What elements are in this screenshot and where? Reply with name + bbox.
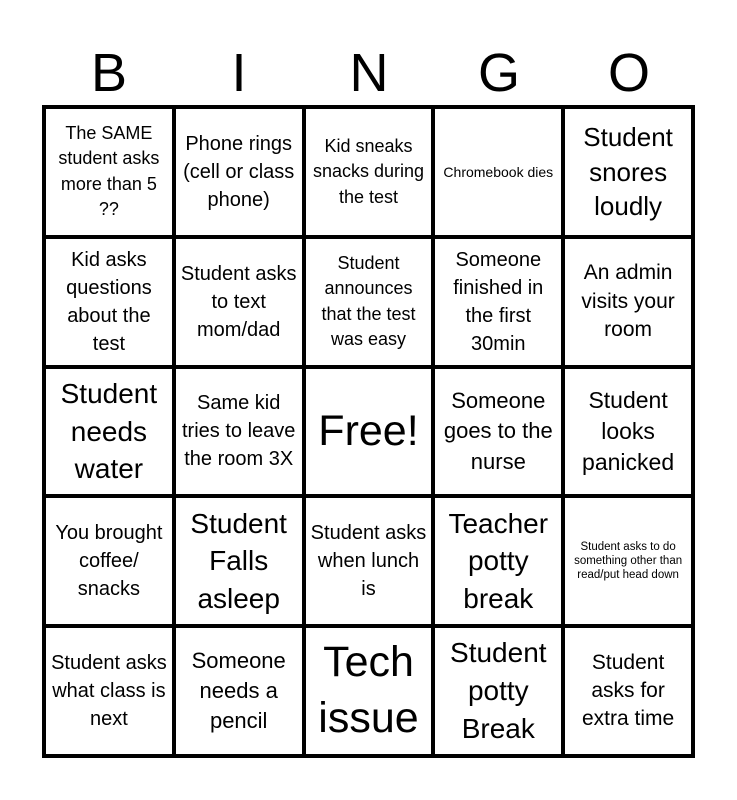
bingo-cell-r1c4[interactable]: Chromebook dies — [433, 107, 563, 237]
header-letter-n: N — [349, 43, 389, 103]
bingo-cell-r4c5[interactable]: Student asks to do something other than read/put head down — [563, 496, 693, 626]
bingo-board — [42, 105, 695, 758]
header-letter-i: I — [231, 43, 247, 103]
header-letter-b: B — [90, 43, 128, 103]
bingo-cell-r1c3[interactable]: Kid sneaks snacks during the test — [304, 107, 434, 237]
header-letter-g: G — [477, 43, 520, 103]
bingo-cell-r4c1[interactable]: You brought coffee/ snacks — [44, 496, 174, 626]
bingo-cell-r2c4[interactable]: Someone finished in the first 30min — [433, 237, 563, 367]
bingo-cell-r4c3[interactable]: Student asks when lunch is — [304, 496, 434, 626]
bingo-cell-r2c5[interactable]: An admin visits your room — [563, 237, 693, 367]
bingo-cell-r4c4[interactable]: Teacher potty break — [433, 496, 563, 626]
bingo-cell-r2c2[interactable]: Student asks to text mom/dad — [174, 237, 304, 367]
bingo-cell-r3c5[interactable]: Student looks panicked — [563, 367, 693, 497]
bingo-cell-r3c1[interactable]: Student needs water — [44, 367, 174, 497]
bingo-cell-r2c1[interactable]: Kid asks questions about the test — [44, 237, 174, 367]
bingo-cell-r2c3[interactable]: Student announces that the test was easy — [304, 237, 434, 367]
bingo-cell-r1c2[interactable]: Phone rings (cell or class phone) — [174, 107, 304, 237]
bingo-cell-r1c5[interactable]: Student snores loudly — [563, 107, 693, 237]
bingo-cell-r5c1[interactable]: Student asks what class is next — [44, 626, 174, 756]
bingo-cell-r3c4[interactable]: Someone goes to the nurse — [433, 367, 563, 497]
bingo-cell-r5c3[interactable]: Tech issue — [304, 626, 434, 756]
bingo-cell-r3c2[interactable]: Same kid tries to leave the room 3X — [174, 367, 304, 497]
bingo-cell-r4c2[interactable]: Student Falls asleep — [174, 496, 304, 626]
header-letter-o: O — [607, 43, 650, 103]
bingo-cell-r5c2[interactable]: Someone needs a pencil — [174, 626, 304, 756]
bingo-header — [44, 40, 694, 106]
bingo-cell-free[interactable]: Free! — [304, 367, 434, 497]
bingo-cell-r1c1[interactable]: The SAME student asks more than 5 ?? — [44, 107, 174, 237]
bingo-cell-r5c5[interactable]: Student asks for extra time — [563, 626, 693, 756]
bingo-cell-r5c4[interactable]: Student potty Break — [433, 626, 563, 756]
